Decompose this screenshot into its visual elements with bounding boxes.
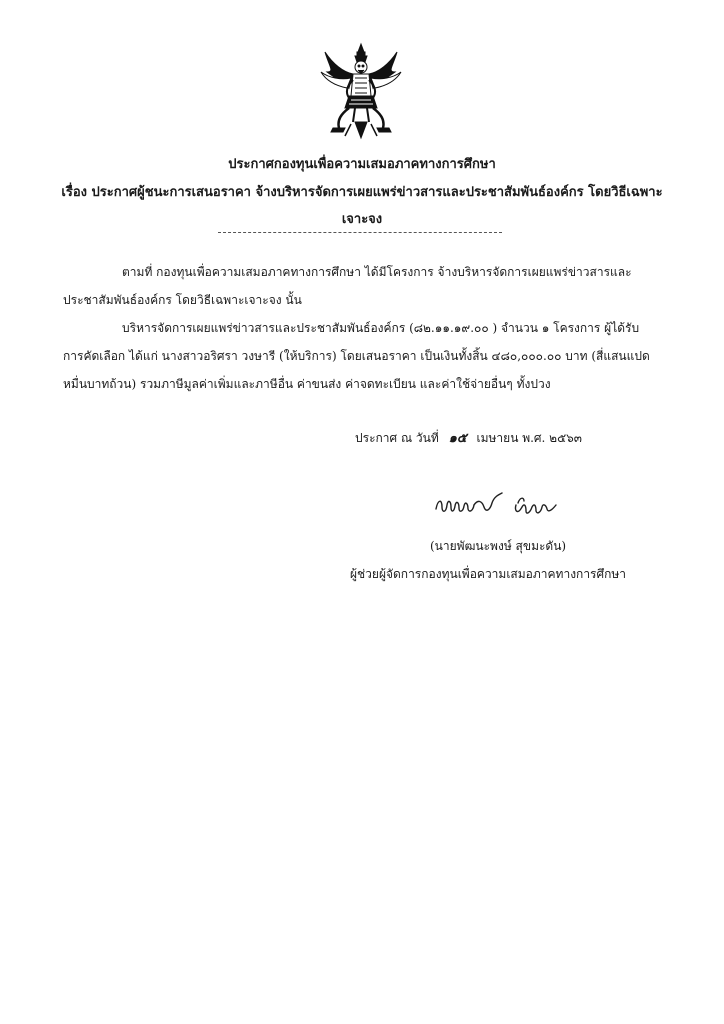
- announcement-day: ๑๕: [448, 431, 467, 446]
- dashed-separator: [218, 232, 502, 233]
- document-title: ประกาศกองทุนเพื่อความเสมอภาคทางการศึกษา: [228, 157, 496, 172]
- announcement-suffix: เมษายน พ.ศ. ๒๕๖๓: [476, 431, 582, 445]
- announcement-date: [355, 427, 582, 448]
- paragraph-1-line-1: ตามที่ กองทุนเพื่อความเสมอภาคทางการศึกษา ได้มีโครงการ จ้างบริหารจัดการเผยแพร่ข่าวสารและ: [122, 265, 632, 279]
- signatory-position: ผู้ช่วยผู้จัดการกองทุนเพื่อความเสมอภาคทางการศึกษา: [350, 567, 627, 581]
- paragraph-2-line-2: การคัดเลือก ได้แก่ นางสาวอริศรา วงษารี (ให้บริการ) โดยเสนอราคา เป็นเงินทั้งสิ้น ๔๘๐,๐๐๐.๐๐ บาท (สี่แสนแปด: [63, 349, 650, 363]
- signatory-name: (นายพัฒนะพงษ์ สุขมะดัน): [430, 539, 567, 553]
- paragraph-2-line-1: บริหารจัดการเผยแพร่ข่าวสารและประชาสัมพันธ์องค์กร (๘๒.๑๑.๑๙.๐๐ ) จำนวน ๑ โครงการ ผู้ได้รับ: [122, 321, 640, 335]
- subject-line-continuation: เจาะจง: [341, 212, 383, 227]
- handwritten-signature-icon: [432, 485, 562, 523]
- paragraph-2-line-3: หมื่นบาทถ้วน) รวมภาษีมูลค่าเพิ่มและภาษีอื่น ค่าขนส่ง ค่าจดทะเบียน และค่าใช้จ่ายอื่นๆ ทั้งปวง: [63, 377, 551, 391]
- announcement-prefix: ประกาศ ณ วันที่: [355, 431, 439, 445]
- paragraph-1-line-2: ประชาสัมพันธ์องค์กร โดยวิธีเฉพาะเจาะจง นั้น: [63, 293, 302, 307]
- subject-line: เรื่อง ประกาศผู้ชนะการเสนอราคา จ้างบริหารจัดการเผยแพร่ข่าวสารและประชาสัมพันธ์องค์กร โดยวิธีเฉพาะ: [61, 185, 663, 200]
- garuda-emblem-icon: [315, 42, 407, 140]
